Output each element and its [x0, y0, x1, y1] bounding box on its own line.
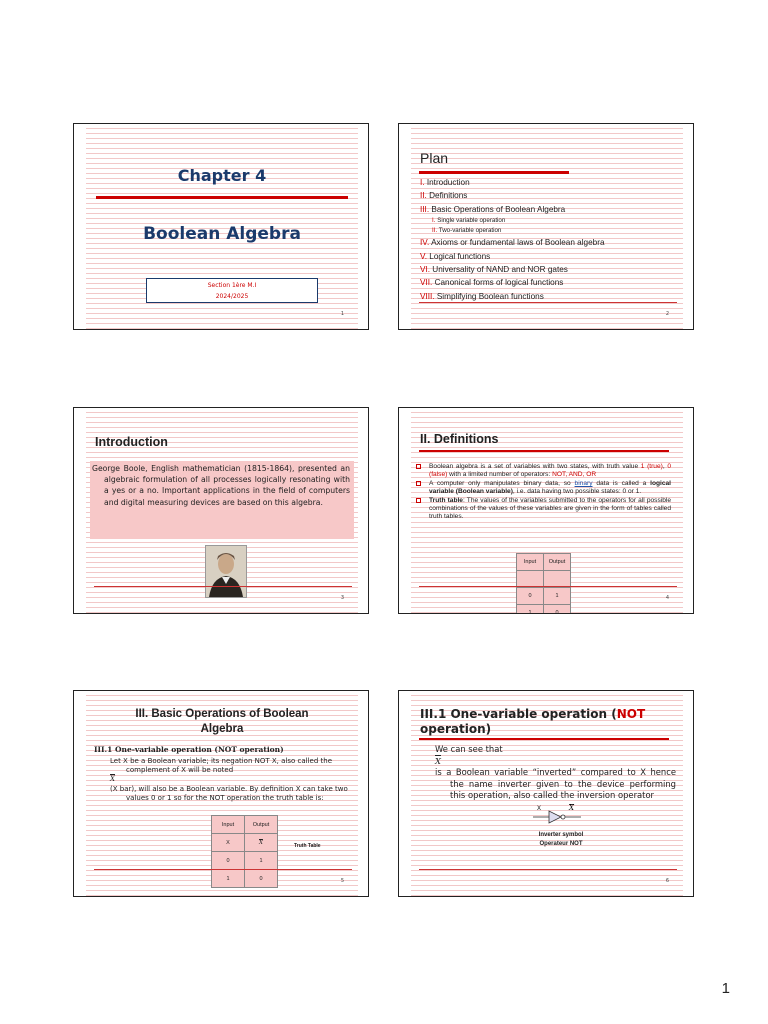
- slide-2: [398, 123, 694, 330]
- plan-item-number: III.: [420, 204, 430, 214]
- intro-paragraph-box: [90, 461, 354, 539]
- plan-item-label: Canonical forms of logical functions: [434, 278, 564, 288]
- table-cell: [517, 571, 544, 588]
- footer-line: [419, 869, 677, 870]
- plan-item: [420, 236, 690, 249]
- table-header: Output: [544, 554, 571, 571]
- slide-number: 5: [340, 878, 344, 884]
- table-cell: [245, 834, 278, 852]
- table-cell: 0: [212, 852, 245, 870]
- table-cell: 1: [245, 852, 278, 870]
- plan-item: [420, 276, 690, 289]
- bullet-boolean-algebra: Boolean algebra is a set of variables with two states, with truth value 1 (true), 0 (false) with a limited number of operators: NOT, AND, OR: [415, 463, 671, 479]
- slide-3: [73, 407, 369, 614]
- plan-item-number: VI.: [420, 265, 431, 275]
- slide-6: [398, 690, 694, 897]
- table-cell: 1: [212, 870, 245, 888]
- x-bar-symbol: $\overline{X}$: [435, 755, 441, 766]
- plan-item: [420, 250, 690, 263]
- plan-item-label: Axioms or fundamental laws of Boolean algebra: [431, 238, 605, 248]
- slide-title: II. Definitions: [420, 432, 499, 446]
- intro-paragraph: George Boole, English mathematician (1815-1864), presented an algebraic formulation of all processes logically resonating with a yes or a no. Important applications in the field of computers and digital measuring devices are based on this algebra.: [92, 464, 350, 507]
- slide-5: [73, 690, 369, 897]
- inverter-text: We can see that $\overline{X}$ is a Boolean variable “inverted” compared to X hence the name inverter given to the device performing this operation, also called the inversion operator: [435, 744, 676, 800]
- title-underline: [419, 171, 569, 174]
- slide-number: 1: [340, 311, 344, 317]
- table-cell: 0: [517, 588, 544, 605]
- page-number: 1: [721, 980, 730, 997]
- x-bar-symbol: $\overline{X}$: [110, 775, 115, 784]
- footer-line: [94, 869, 352, 870]
- plan-list: [420, 176, 690, 303]
- plan-item-label: Two-variable operation: [438, 227, 502, 235]
- plan-item: [420, 216, 690, 226]
- bullet-truth-table: Truth table: The values of the variables submitted to the operators for all possible combinations of the values of these variables are given in the form of tables called truth tables.: [415, 497, 671, 521]
- plan-item-label: Single variable operation: [437, 217, 506, 225]
- table-cell: 1: [517, 605, 544, 615]
- title-underline: [419, 450, 669, 452]
- binary-link[interactable]: binary: [574, 480, 593, 487]
- table-header: Output: [245, 816, 278, 834]
- table-header: Input: [517, 554, 544, 571]
- title-underline: [419, 738, 669, 740]
- plan-item-number: IV.: [420, 238, 430, 248]
- slide-title: Plan: [420, 150, 449, 166]
- footer-line: [94, 586, 352, 587]
- table-header: Input: [212, 816, 245, 834]
- slide-4: [398, 407, 694, 614]
- section-subheading: III.1 One-variable operation (NOT operation): [94, 745, 284, 754]
- inverter-gate-icon: [527, 801, 587, 831]
- george-boole-portrait: [205, 545, 247, 598]
- plan-item-label: Introduction: [426, 178, 470, 187]
- plan-item-label: Simplifying Boolean functions: [436, 291, 544, 301]
- x-bar-symbol: $\overline{X}$: [259, 839, 263, 846]
- footer-line: [419, 302, 677, 303]
- gate-output-label: X: [569, 804, 574, 812]
- truth-table: [516, 553, 571, 614]
- plan-item: [420, 226, 690, 236]
- truth-table-label: Truth Table: [294, 843, 321, 849]
- slide-number: 4: [665, 595, 669, 601]
- plan-item-label: Basic Operations of Boolean Algebra: [431, 204, 566, 214]
- table-cell: [544, 571, 571, 588]
- year-label: 2024/2025: [215, 293, 249, 300]
- plan-item-number: I.: [432, 217, 436, 225]
- plan-item-label: Universality of NAND and NOR gates: [432, 265, 568, 275]
- plan-item-number: I.: [420, 178, 425, 187]
- title-underline: [96, 196, 348, 199]
- footer-line: [419, 586, 677, 587]
- plan-item: [420, 189, 690, 202]
- plan-item: [420, 263, 690, 276]
- bullet-binary-data: A computer only manipulates binary data, so binary data is called a logical variable (Boolean variable), i.e. data having two possible states: 0 or 1.: [415, 480, 671, 496]
- slide-number: 2: [665, 311, 669, 317]
- inverter-caption: Inverter symbol Operateur NOT: [538, 832, 584, 847]
- section-box: [146, 278, 318, 303]
- slide-title: Introduction: [95, 435, 168, 449]
- plan-item: [420, 203, 690, 216]
- plan-item-label: Logical functions: [429, 251, 491, 261]
- table-cell: 0: [544, 605, 571, 615]
- slide-title: Boolean Algebra: [143, 224, 301, 244]
- plan-item-number: II.: [432, 227, 438, 235]
- plan-item-label: Definitions: [429, 191, 468, 201]
- plan-item: [420, 176, 690, 189]
- section-label: Section 1ère M.I: [207, 282, 257, 289]
- plan-item-number: VIII.: [420, 291, 435, 301]
- slide-title: III. Basic Operations of Boolean Algebra: [135, 708, 309, 735]
- slide-number: 3: [340, 595, 344, 601]
- table-cell: 0: [245, 870, 278, 888]
- chapter-title: Chapter 4: [177, 166, 267, 185]
- not-truth-table: [211, 815, 278, 888]
- table-cell: 1: [544, 588, 571, 605]
- table-cell: X: [212, 834, 245, 852]
- plan-item-number: II.: [420, 191, 427, 201]
- definitions-list: [415, 463, 671, 522]
- plan-item-number: V.: [420, 251, 427, 261]
- gate-input-label: X: [537, 806, 542, 812]
- slide-title: III.1 One-variable operation (NOT operation): [420, 707, 646, 736]
- plan-item-number: VII.: [420, 278, 433, 288]
- slide-1: [73, 123, 369, 330]
- slide-number: 6: [665, 878, 669, 884]
- not-operation-text: Let X be a Boolean variable; its negation NOT X, also called the complement of X will be noted $\overline{X}$ (X bar), will also be a Boolean variable. By definition X can take two values 0 or 1 so for the NOT operation the truth table is:: [94, 757, 350, 803]
